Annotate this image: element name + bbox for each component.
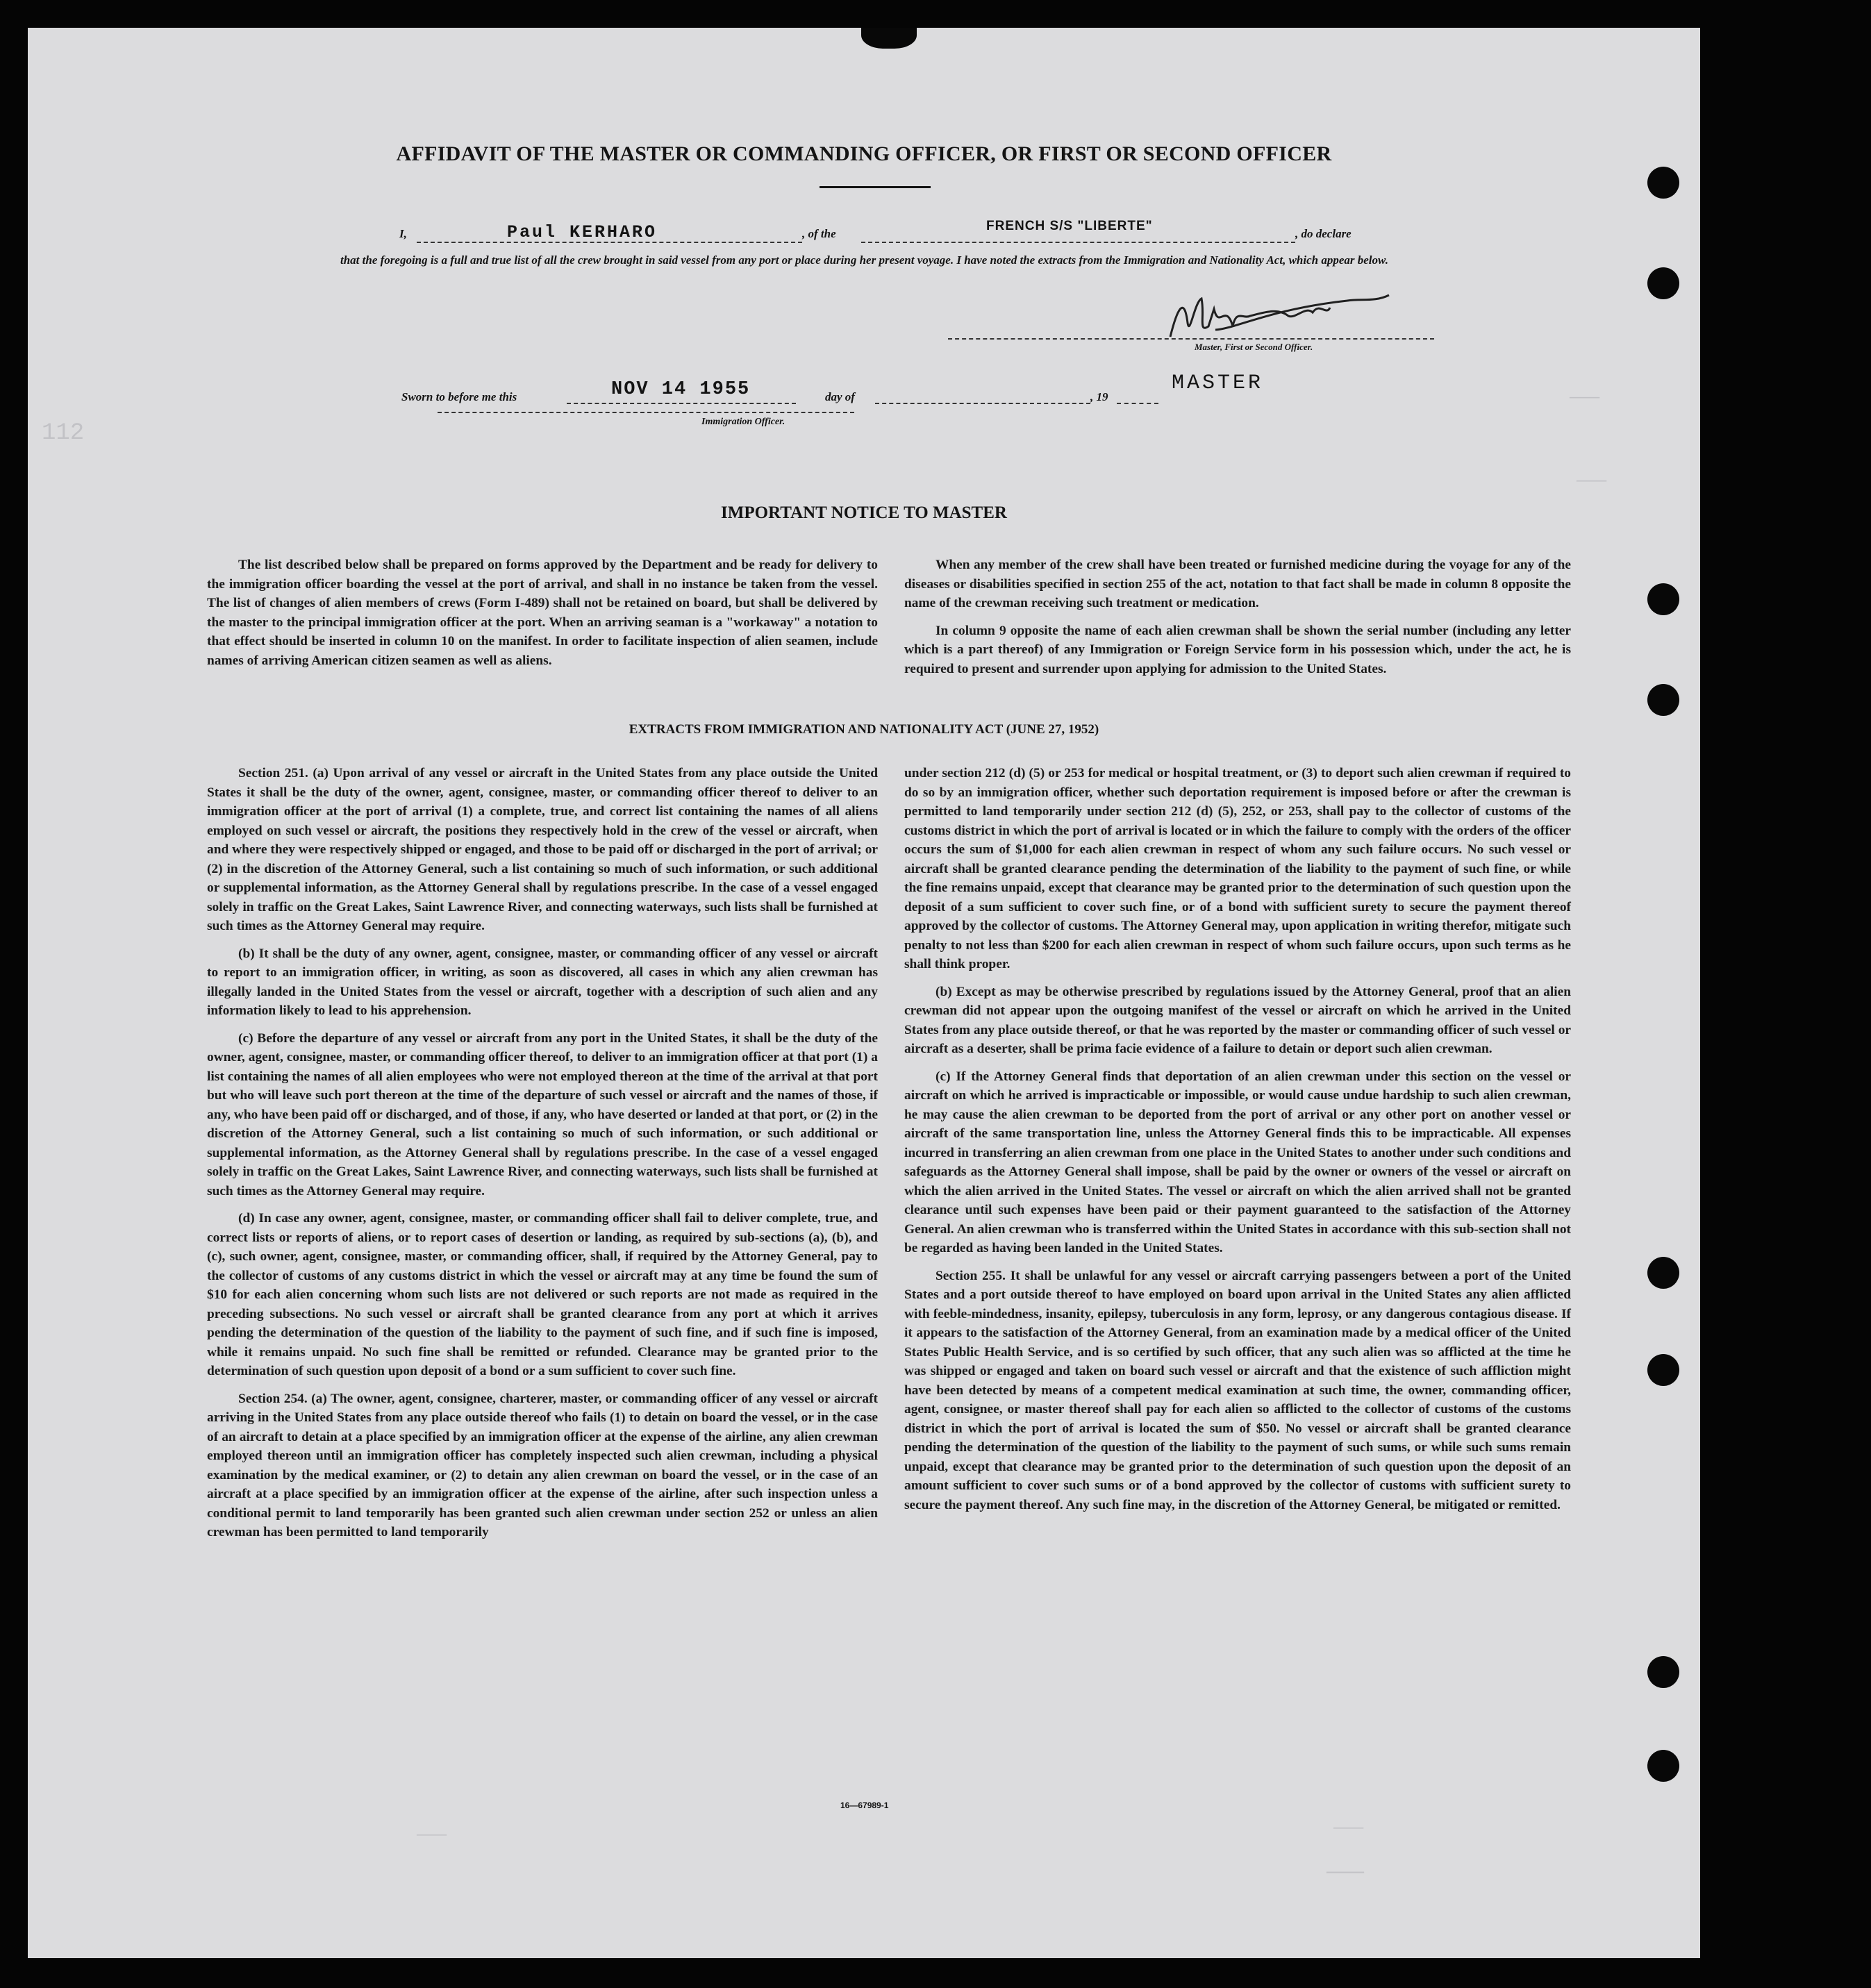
notice-title: IMPORTANT NOTICE TO MASTER (721, 503, 1007, 522)
year-blank (1117, 403, 1158, 404)
bleed-through-mark: ——— (1577, 472, 1607, 491)
punch-hole (1647, 1257, 1679, 1289)
immigration-officer-label: Immigration Officer. (701, 417, 785, 427)
sworn-date-blank (567, 403, 796, 404)
master-signature (1167, 288, 1431, 344)
title-rule (820, 186, 931, 188)
section-paragraph: under section 212 (d) (5) or 253 for medical or hospital treatment, or (3) to deport such alien crewman if required to do so by an immigration officer, whether such deportation requirement is imposed before or after the crewman is permitted to land temporarily under section 212 (d) (5), 252, or 253, shall pay to the collector of customs of the customs district in which the port of arrival is located or in which the failure to comply with the orders of the officer occurs the sum of $1,000 for each alien crewman in respect of whom any such failure occurs. No such vessel or aircraft shall be granted clearance pending the determination of the liability to the payment of such fine, or while the fine remains unpaid, except that clearance may be granted prior to the determination of such question upon the deposit of a sum sufficient to cover such fine, or of a bond with sufficient surety to secure the payment thereof approved by the collector of customs. The Attorney General may, upon application in writing therefor, mitigate such penalty to not less than $200 for each alien crewman in respect of whom such failure occurs, upon such terms as he shall think proper. (904, 766, 1571, 971)
notice-right-column (904, 556, 1571, 687)
punch-hole (1647, 1354, 1679, 1386)
notice-left-column (207, 556, 878, 678)
bleed-through-mark: ——— (417, 1826, 447, 1845)
document-page (28, 28, 1700, 1958)
sworn-year: , 19 (1090, 390, 1108, 403)
declaration-line (340, 217, 1438, 247)
declaration-body: that the foregoing is a full and true list of all the crew brought in said vessel from any port or place during her present voyage. I have noted the extracts from the Immigration and Nationality Act, which appear below. (340, 253, 1388, 267)
month-blank (875, 403, 1090, 404)
sworn-line (375, 361, 1208, 403)
immigration-officer-line (438, 412, 854, 413)
bleed-through-mark: ——— (1333, 1819, 1364, 1838)
sworn-day-of: day of (825, 390, 855, 403)
punch-hole (1647, 583, 1679, 615)
declarant-name: Paul KERHARO (507, 222, 658, 242)
section-paragraph: (b) Except as may be otherwise prescribed by regulations issued by the Attorney General, proof that an alien crewman did not appear upon the outgoing manifest of the vessel or aircraft on which he arrived in the United States from any place outside thereof, or that he was reported by the master or commanding officer of such vessel or aircraft as a deserter, shall be prima facie evidence of a failure to detain or deport such alien crewman. (904, 984, 1571, 1056)
form-code: 16—67989-1 (840, 1801, 889, 1810)
section-paragraph: (d) In case any owner, agent, consignee, master, or commanding officer shall fail to deliver complete, true, and correct lists or reports of aliens, or to report cases of desertion or landing, as required by sub-sections (a), (b), and (c), such owner, agent, consignee, master, or commanding officer, shall, if required by the Attorney General, pay to the collector of customs of any customs district in which the vessel or aircraft may at any time be found the sum of $10 for each alien concerning whom such lists are not delivered or such reports are not made as required in the preceding subsections. No such vessel or aircraft shall be granted clearance from any port at which it arrives pending the determination of the question of the liability to the payment of such fine, and if such fine is imposed, while it remains unpaid. No such fine shall be remitted or refunded. Clearance may be granted prior to the determination of such question upon deposit of a bond or a sum sufficient to cover such fine. (207, 1211, 878, 1378)
punch-hole (1647, 1750, 1679, 1782)
bleed-through-mark: ——— (1570, 389, 1600, 408)
declaration-prefix: I, (399, 227, 407, 240)
punch-hole (1647, 1656, 1679, 1688)
notice-paragraph: In column 9 opposite the name of each alien crewman shall be shown the serial number (including any letter which is a part thereof) of any Immigration or Foreign Service form in his possession which, under the act, he is required to present and surrender upon applying for admission to the United States. (904, 623, 1571, 676)
punch-hole (1647, 167, 1679, 199)
section-paragraph: Section 255. It shall be unlawful for any vessel or aircraft carrying passengers between a port of the United States and a port outside thereof to have employed on board upon arrival in the United States any alien afflicted with feeble-mindedness, insanity, epilepsy, tuberculosis in any form, leprosy, or any dangerous contagious disease. If it appears to the satisfaction of the Attorney General, from an examination made by a medical officer of the United States Public Health Service, and is so certified by such officer, that any such alien was so afflicted at the time he was shipped or engaged and taken on board such vessel or aircraft and that the existence of such affliction might have been detected by means of a competent medical examination at such time, the owner, commanding officer, agent, consignee, or master thereof shall pay for each alien so afflicted to the collector of customs of the customs district in which the port of arrival is located the sum of $50. No vessel or aircraft shall be granted clearance pending the determination of the question of the liability to the payment of such sums, or while such sums remain unpaid, except that clearance may be granted prior to the determination of such question upon the deposit of an amount sufficient to cover such sums or of a bond approved by the collector of customs with sufficient surety to secure the payment thereof. Any such fine may, in the discretion of the Attorney General, be mitigated or remitted. (904, 1268, 1571, 1512)
typed-master-title: MASTER (1172, 371, 1264, 395)
sworn-prefix: Sworn to before me this (401, 390, 517, 403)
section-paragraph: (c) If the Attorney General finds that deportation of an alien crewman under this section on the vessel or aircraft on which he arrived is impracticable or impossible, or would cause undue hardship to such alien crewman, he may cause the alien crewman to be deported from the port of arrival or any other port on another vessel or aircraft of the same transportation line, unless the Attorney General finds this to be impracticable. All expenses incurred in transferring an alien crewman from one place in the United States to another under such conditions and safeguards as the Attorney General shall impose, shall be paid by the owner or owners of the vessel or aircraft on which the alien arrived in the United States. The vessel or aircraft on which the alien arrived shall not be granted clearance until such expenses have been paid or their payment guaranteed to the satisfaction of the Attorney General. An alien crewman who is transferred within the United States in accordance with this sub-section shall not be regarded as having been landed in the United States. (904, 1069, 1571, 1255)
date-stamp: NOV 14 1955 (611, 379, 751, 400)
extracts-right-column (904, 764, 1571, 1523)
bleed-through-mark: ——— (1327, 1861, 1365, 1885)
declaration-suffix: , do declare (1295, 227, 1352, 240)
signature-label: Master, First or Second Officer. (1195, 342, 1313, 352)
extracts-left-column (207, 764, 878, 1551)
extracts-title: EXTRACTS FROM IMMIGRATION AND NATIONALITY ACT (JUNE 27, 1952) (629, 722, 1099, 737)
vessel-name: FRENCH S/S "LIBERTE" (986, 219, 1153, 233)
section-paragraph: (b) It shall be the duty of any owner, agent, consignee, master, or commanding officer of any vessel or aircraft to report to an immigration officer, in writing, as soon as discovered, all cases in which any alien crewman has illegally landed in the United States from the vessel or aircraft, together with a description of such alien and any information likely to lead to his apprehension. (207, 946, 878, 1018)
declaration (340, 217, 1438, 274)
affidavit-title: AFFIDAVIT OF THE MASTER OR COMMANDING OFFICER, OR FIRST OR SECOND OFFICER (396, 142, 1332, 165)
declaration-of-the: , of the (802, 227, 836, 240)
punch-hole (1647, 267, 1679, 299)
binding-mark (861, 28, 917, 49)
section-paragraph: Section 251. (a) Upon arrival of any vessel or aircraft in the United States from any place outside the United States it shall be the duty of the owner, agent, consignee, master, or commanding officer thereof to deliver to an immigration officer at the port of arrival (1) a complete, true, and correct list containing the names of all aliens employed on such vessel or aircraft, the positions they respectively hold in the crew of the vessel or aircraft, when and where they were respectively shipped or engaged, and those to be paid off or discharged in the port of arrival; or (2) in the discretion of the Attorney General, such a list containing so much of such information, or such additional or supplemental information, as the Attorney General shall by regulations prescribe. In the case of a vessel engaged solely in traffic on the Great Lakes, Saint Lawrence River, and connecting waterways, such lists shall be furnished at such times as the Attorney General may require. (207, 766, 878, 933)
bleed-through-mark: 112 (42, 420, 85, 446)
punch-hole (1647, 684, 1679, 716)
signature-line (948, 338, 1434, 340)
notice-paragraph: When any member of the crew shall have been treated or furnished medicine during the voyage for any of the diseases or disabilities specified in section 255 of the act, notation to that fact shall be made in column 8 opposite the name of the crewman receiving such treatment or medication. (904, 558, 1571, 610)
section-paragraph: Section 254. (a) The owner, agent, consignee, charterer, master, or commanding officer of any vessel or aircraft arriving in the United States from any place outside thereof who fails (1) to detain on board the vessel, or in the case of an aircraft to detain at a place specified by an immigration officer at the expense of the airline, any alien crewman employed thereon until an immigration officer has completely inspected such alien crewman, including a physical examination by the medical examiner, or (2) to detain any alien crewman on board the vessel, or in the case of an aircraft at a place specified by an immigration officer at the expense of the airline, after such inspection unless a conditional permit to land temporarily has been granted such alien crewman under section 252 or unless an alien crewman has been permitted to land temporarily (207, 1391, 878, 1539)
section-paragraph: (c) Before the departure of any vessel or aircraft from any port in the United States, it shall be the duty of the owner, agent, consignee, master, or commanding officer thereof, to deliver to an immigration officer at that port (1) a list containing the names of all alien employees who were not employed thereon at the time of the arrival at that port but who will leave such port thereon at the time of the departure of such vessel or aircraft and the names of those, if any, who have been paid off or discharged, and of those, if any, who have deserted or landed at that port, or (2) in the discretion of the Attorney General, such a list containing so much of such information, or such additional or supplemental information, as the Attorney General shall by regulations prescribe. In the case of a vessel engaged solely in traffic on the Great Lakes, Saint Lawrence River, and connecting waterways, such lists shall be furnished at such times as the Attorney General may require. (207, 1030, 878, 1198)
notice-paragraph: The list described below shall be prepared on forms approved by the Department and be ready for delivery to the immigration officer boarding the vessel at the port of arrival, and shall in no instance be taken from the vessel. The list of changes of alien members of crews (Form I-489) shall not be retained on board, but shall be delivered by the master to the principal immigration officer at the port. When an arriving seaman is a "workaway" a notation to that effect should be inserted in column 10 on the manifest. In order to facilitate inspection of alien seamen, include names of arriving American citizen seamen as well as aliens. (207, 558, 878, 668)
